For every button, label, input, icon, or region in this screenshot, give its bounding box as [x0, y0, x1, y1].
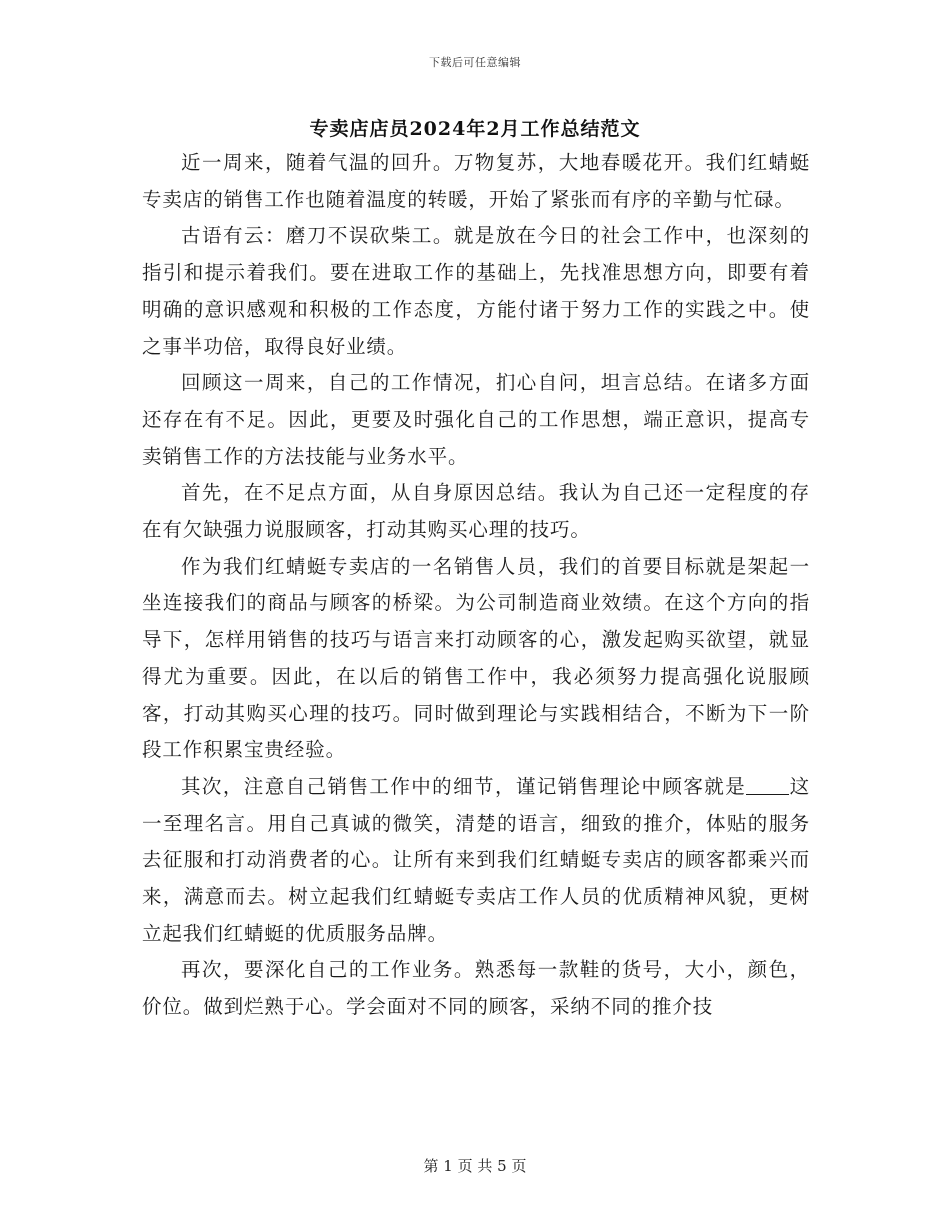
paragraph-second-point-before: 其次，注意自己销售工作中的细节，谨记销售理论中顾客就是	[181, 774, 747, 798]
paragraph-review: 回顾这一周来，自己的工作情况，扪心自问，坦言总结。在诸多方面还存在有不足。因此，更要及时强化自己的工作思想，端正意识，提高专卖销售工作的方法技能与业务水平。	[142, 371, 810, 468]
document-title: 专卖店店员2024年2月工作总结范文	[309, 118, 641, 140]
paragraph-second-point-after: 这一至理名言。用自己真诚的微笑，清楚的语言，细致的推介，体贴的服务去征服和打动消费者的心。让所有来到我们红蜻蜓专卖店的顾客都乘兴而来，满意而去。树立起我们红蜻蜓专卖店工作人员的优质精神风貌，更树立起我们红蜻蜓的优质服务品牌。	[142, 774, 810, 945]
paragraph-proverb: 古语有云：磨刀不误砍柴工。就是放在今日的社会工作中，也深刻的指引和提示着我们。要在进取工作的基础上，先找准思想方向，即要有着明确的意识感观和积极的工作态度，方能付诸于努力工作的实践之中。使之事半功倍，取得良好业绩。	[142, 224, 810, 358]
document-body	[142, 145, 810, 1026]
paragraph-first-point: 首先，在不足点方面，从自身原因总结。我认为自己还一定程度的存在有欠缺强力说服顾客，打动其购买心理的技巧。	[142, 481, 810, 542]
paragraph-second-point	[142, 769, 810, 953]
page-number: 第 1 页 共 5 页	[423, 1157, 527, 1175]
header-note: 下载后可任意编辑	[429, 56, 521, 69]
paragraph-sales-role: 作为我们红蜻蜓专卖店的一名销售人员，我们的首要目标就是架起一坐连接我们的商品与顾客的桥梁。为公司制造商业效绩。在这个方向的指导下，怎样用销售的技巧与语言来打动顾客的心，激发起购买欲望，就显得尤为重要。因此，在以后的销售工作中，我必须努力提高强化说服顾客，打动其购买心理的技巧。同时做到理论与实践相结合，不断为下一阶段工作积累宝贵经验。	[142, 554, 810, 762]
fill-in-blank	[746, 774, 789, 795]
paragraph-intro: 近一周来，随着气温的回升。万物复苏，大地春暖花开。我们红蜻蜓专卖店的销售工作也随着温度的转暖，开始了紧张而有序的辛勤与忙碌。	[142, 151, 810, 211]
paragraph-third-point: 再次，要深化自己的工作业务。熟悉每一款鞋的货号，大小，颜色，价位。做到烂熟于心。学会面对不同的顾客，采纳不同的推介技	[142, 958, 810, 1019]
